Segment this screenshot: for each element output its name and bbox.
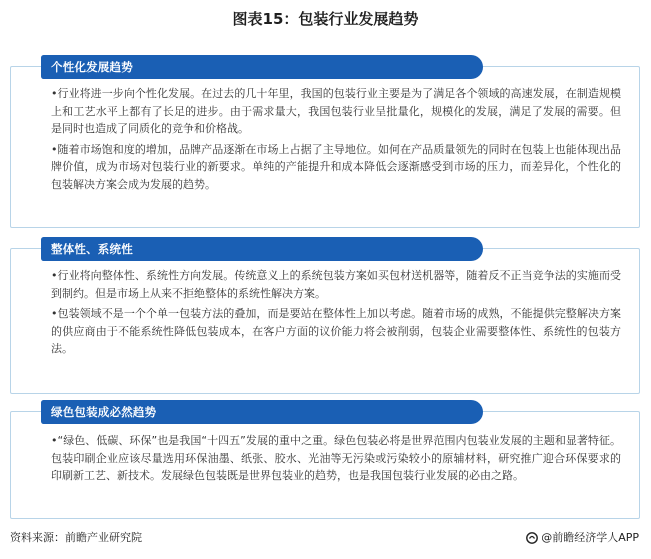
brand-logo-icon [526,532,538,544]
paragraph: •随着市场饱和度的增加，品牌产品逐渐在市场上占据了主导地位。如何在产品质量领先的同时在包装上也能体现出品牌价值，成为市场对包装行业的新要求。单纯的产能提升和成本降低会逐渐感受到市场的压力，而差异化，个性化的包装解决方案会成为发展的趋势。 [51,142,621,191]
section-header: 绿色包装成必然趋势 [41,400,483,424]
section-personalization [10,60,640,228]
section-header: 个性化发展趋势 [41,55,483,79]
section-header: 整体性、系统性 [41,237,483,261]
page-title: 图表15：包装行业发展趋势 [232,10,419,28]
section-systematic [10,242,640,394]
section-body [51,85,621,196]
source-note: 资料来源：前瞻产业研究院 [10,531,142,544]
brand-credit [526,530,639,546]
paragraph: •“绿色、低碳、环保”也是我国“十四五”发展的重中之重。绿色包装必将是世界范围内包装业发展的主题和显著特征。包装印刷企业应该尽量选用环保油墨、纸张、胶水、光油等无污染或污染较小的原辅材料，研究推广迎合环保要求的印刷新工艺、新技术。发展绿色包装既是世界包装业的趋势，也是我国包装行业发展的必由之路。 [51,434,621,482]
section-body [51,432,621,488]
paragraph: •行业将进一步向个性化发展。在过去的几十年里，我国的包装行业主要是为了满足各个领域的高速发展，在制造规模上和工艺水平上都有了长足的进步。由于需求量大，我国包装行业呈批量化，规模化的发展，满足了发展的需要。但是同时也造成了同质化的竞争和价格战。 [51,87,621,135]
brand-label: @前瞻经济学人APP [541,531,639,544]
paragraph: •行业将向整体性、系统性方向发展。传统意义上的系统包装方案如买包材送机器等，随着反不正当竞争法的实施而受到制约。但是市场上从来不拒绝整体的系统性解决方案。 [51,269,621,300]
section-body [51,267,621,361]
paragraph: •包装领域不是一个个单一包装方法的叠加，而是要站在整体性上加以考虑。随着市场的成熟，不能提供完整解决方案的供应商由于不能系统性降低包装成本，在客户方面的议价能力将会被削弱，包装企业需要整体性、系统性的包装方法。 [51,307,621,355]
section-green-packaging [10,405,640,519]
